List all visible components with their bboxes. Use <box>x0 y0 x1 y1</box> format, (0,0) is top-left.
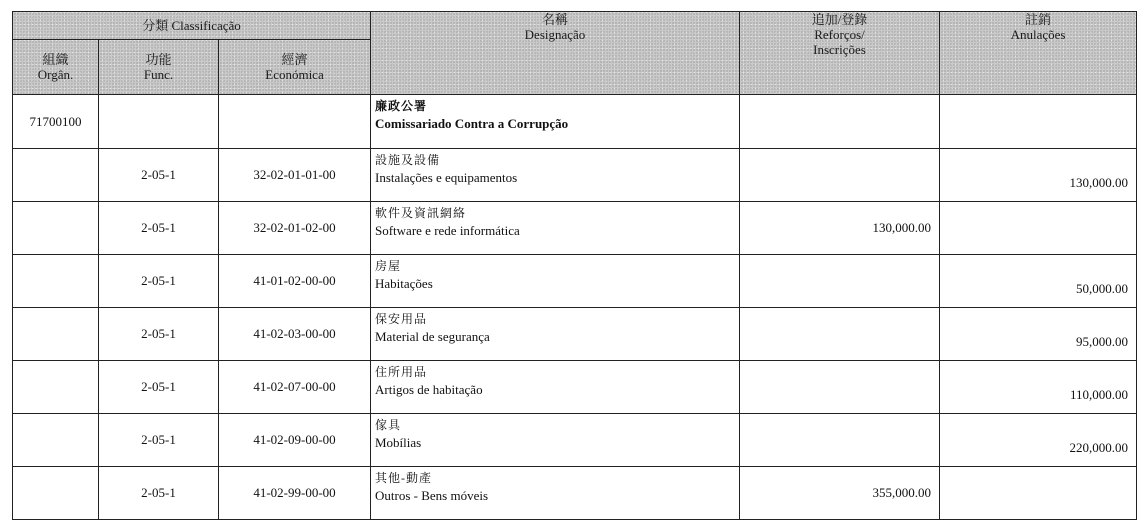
table-row <box>13 255 1137 308</box>
designacao-cell <box>371 255 740 308</box>
budget-table <box>12 11 1137 520</box>
table-row <box>13 467 1137 520</box>
organ-cell <box>13 308 99 361</box>
designacao-cell <box>371 414 740 467</box>
designacao-zh: 其他-動產 <box>375 471 432 485</box>
designacao-pt: Comissariado Contra a Corrupção <box>375 116 569 131</box>
designacao-cell <box>371 467 740 520</box>
designacao-cell <box>371 202 740 255</box>
reforcos-cell <box>740 149 940 202</box>
designacao-zh: 房屋 <box>375 259 402 273</box>
econ-cell: 41-01-02-00-00 <box>219 255 371 308</box>
header-organ-zh: 組織 <box>42 52 69 67</box>
designacao-pt: Artigos de habitação <box>375 382 483 397</box>
header-econ-zh: 經濟 <box>281 52 308 67</box>
organ-cell <box>13 361 99 414</box>
designacao-zh: 廉政公署 <box>375 99 428 113</box>
organ-cell <box>13 467 99 520</box>
anulacoes-cell <box>940 467 1137 520</box>
header-designacao-pt: Designação <box>524 27 586 42</box>
header-func-zh: 功能 <box>145 52 172 67</box>
designacao-pt: Mobílias <box>375 435 422 450</box>
reforcos-cell <box>740 95 940 149</box>
anulacoes-cell: 110,000.00 <box>940 361 1137 414</box>
header-anulacoes <box>940 12 1137 95</box>
func-cell: 2-05-1 <box>99 308 219 361</box>
organ-cell <box>13 149 99 202</box>
reforcos-cell <box>740 308 940 361</box>
organ-cell <box>13 255 99 308</box>
econ-cell: 41-02-09-00-00 <box>219 414 371 467</box>
econ-cell: 32-02-01-01-00 <box>219 149 371 202</box>
designacao-cell <box>371 308 740 361</box>
table-row <box>13 414 1137 467</box>
anulacoes-cell: 220,000.00 <box>940 414 1137 467</box>
header-designacao <box>371 12 740 95</box>
designacao-zh: 保安用品 <box>375 312 428 326</box>
reforcos-cell: 355,000.00 <box>740 467 940 520</box>
header-anulacoes-zh: 註銷 <box>1024 12 1051 27</box>
table-row <box>13 149 1137 202</box>
designacao-pt: Instalações e equipamentos <box>375 170 518 185</box>
header-classificacao-label: 分類 Classificação <box>142 18 241 33</box>
designacao-zh: 傢具 <box>375 418 402 432</box>
table-row <box>13 308 1137 361</box>
header-classificacao <box>13 12 371 40</box>
func-cell <box>99 95 219 149</box>
table-row <box>13 202 1137 255</box>
econ-cell <box>219 95 371 149</box>
designacao-zh: 軟件及資訊網絡 <box>375 206 467 220</box>
econ-cell: 41-02-99-00-00 <box>219 467 371 520</box>
econ-cell: 32-02-01-02-00 <box>219 202 371 255</box>
header-anulacoes-pt: Anulações <box>1010 27 1066 42</box>
anulacoes-cell <box>940 95 1137 149</box>
organ-cell <box>13 414 99 467</box>
func-cell: 2-05-1 <box>99 149 219 202</box>
designacao-cell <box>371 149 740 202</box>
table-row <box>13 95 1137 149</box>
anulacoes-cell: 95,000.00 <box>940 308 1137 361</box>
func-cell: 2-05-1 <box>99 255 219 308</box>
header-func <box>99 40 219 95</box>
header-designacao-zh: 名稱 <box>541 12 568 27</box>
econ-cell: 41-02-03-00-00 <box>219 308 371 361</box>
reforcos-cell <box>740 414 940 467</box>
header-reforcos-pt1: Reforços/ <box>814 27 865 42</box>
anulacoes-cell: 130,000.00 <box>940 149 1137 202</box>
reforcos-cell <box>740 255 940 308</box>
func-cell: 2-05-1 <box>99 467 219 520</box>
func-cell: 2-05-1 <box>99 361 219 414</box>
designacao-zh: 住所用品 <box>375 365 428 379</box>
econ-cell: 41-02-07-00-00 <box>219 361 371 414</box>
func-cell: 2-05-1 <box>99 202 219 255</box>
header-econ-pt: Económica <box>265 67 324 82</box>
designacao-pt: Habitações <box>375 276 433 291</box>
organ-cell <box>13 202 99 255</box>
organ-cell: 71700100 <box>13 95 99 149</box>
header-organ <box>13 40 99 95</box>
header-reforcos <box>740 12 940 95</box>
reforcos-cell <box>740 361 940 414</box>
func-cell: 2-05-1 <box>99 414 219 467</box>
header-reforcos-zh: 追加/登錄 <box>811 12 868 27</box>
header-func-pt: Func. <box>143 67 174 82</box>
designacao-pt: Outros - Bens móveis <box>375 488 489 503</box>
header-reforcos-pt2: Inscrições <box>813 42 866 57</box>
anulacoes-cell <box>940 202 1137 255</box>
header-organ-pt: Orgân. <box>37 67 74 82</box>
header-econ <box>219 40 371 95</box>
table-row <box>13 361 1137 414</box>
reforcos-cell: 130,000.00 <box>740 202 940 255</box>
designacao-cell <box>371 361 740 414</box>
designacao-pt: Software e rede informática <box>375 223 520 238</box>
designacao-pt: Material de segurança <box>375 329 490 344</box>
designacao-zh: 設施及設備 <box>375 153 441 167</box>
anulacoes-cell: 50,000.00 <box>940 255 1137 308</box>
designacao-cell <box>371 95 740 149</box>
